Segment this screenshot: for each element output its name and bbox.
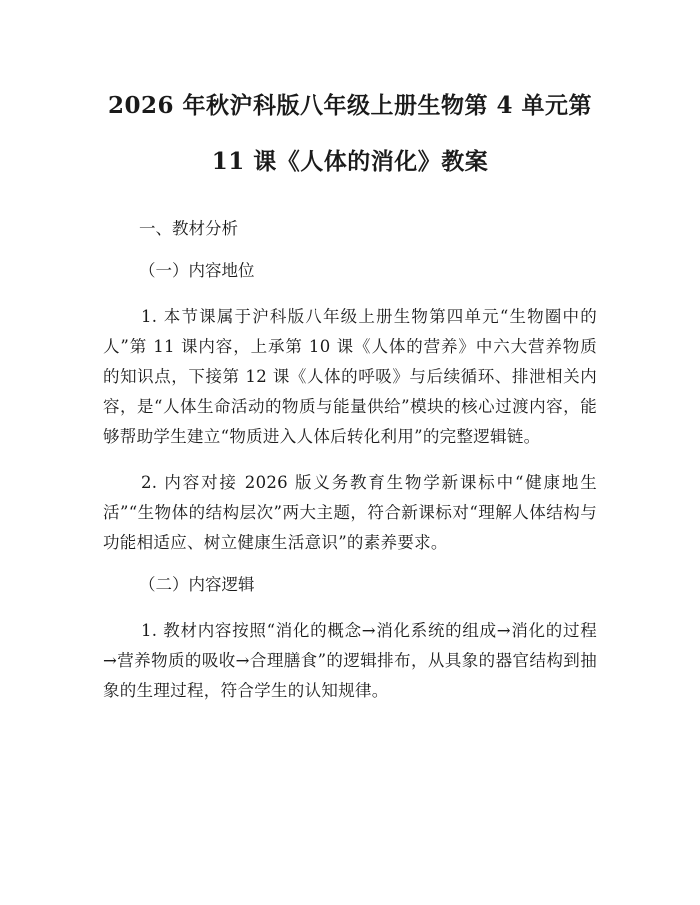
paragraph-content-logic-1: 1. 教材内容按照“消化的概念→消化系统的组成→消化的过程→营养物质的吸收→合理膳食”的逻辑排布，从具象的器官结构到抽象的生理过程，符合学生的认知规律。 [103,621,597,700]
paragraph-content-position-1: 1. 本节课属于沪科版八年级上册生物第四单元“生物圈中的人”第 11 课内容，上承第 10 课《人体的营养》中六大营养物质的知识点，下接第 12 课《人体的呼吸》与后续循环、排泄相关内容，是“人体生命活动的物质与能量供给”模块的核心过渡内容，能够帮助学生建立“物质进入人体后转化利用”的完整逻辑链。 [103,307,597,446]
document-title [103,78,597,190]
section-heading-textbook-analysis: 一、教材分析 [139,219,238,238]
subsection-heading-content-position: （一）内容地位 [139,261,255,280]
subsection-heading-content-logic: （二）内容逻辑 [139,575,255,594]
document-title-line-1: 2026 年秋沪科版八年级上册生物第 4 单元第 [107,92,593,119]
paragraph-content-position-2: 2. 内容对接 2026 版义务教育生物学新课标中“健康地生活”“生物体的结构层次”两大主题，符合新课标对“理解人体结构与功能相适应、树立健康生活意识”的素养要求。 [103,473,597,552]
document-title-line-2: 11 课《人体的消化》教案 [211,148,489,175]
